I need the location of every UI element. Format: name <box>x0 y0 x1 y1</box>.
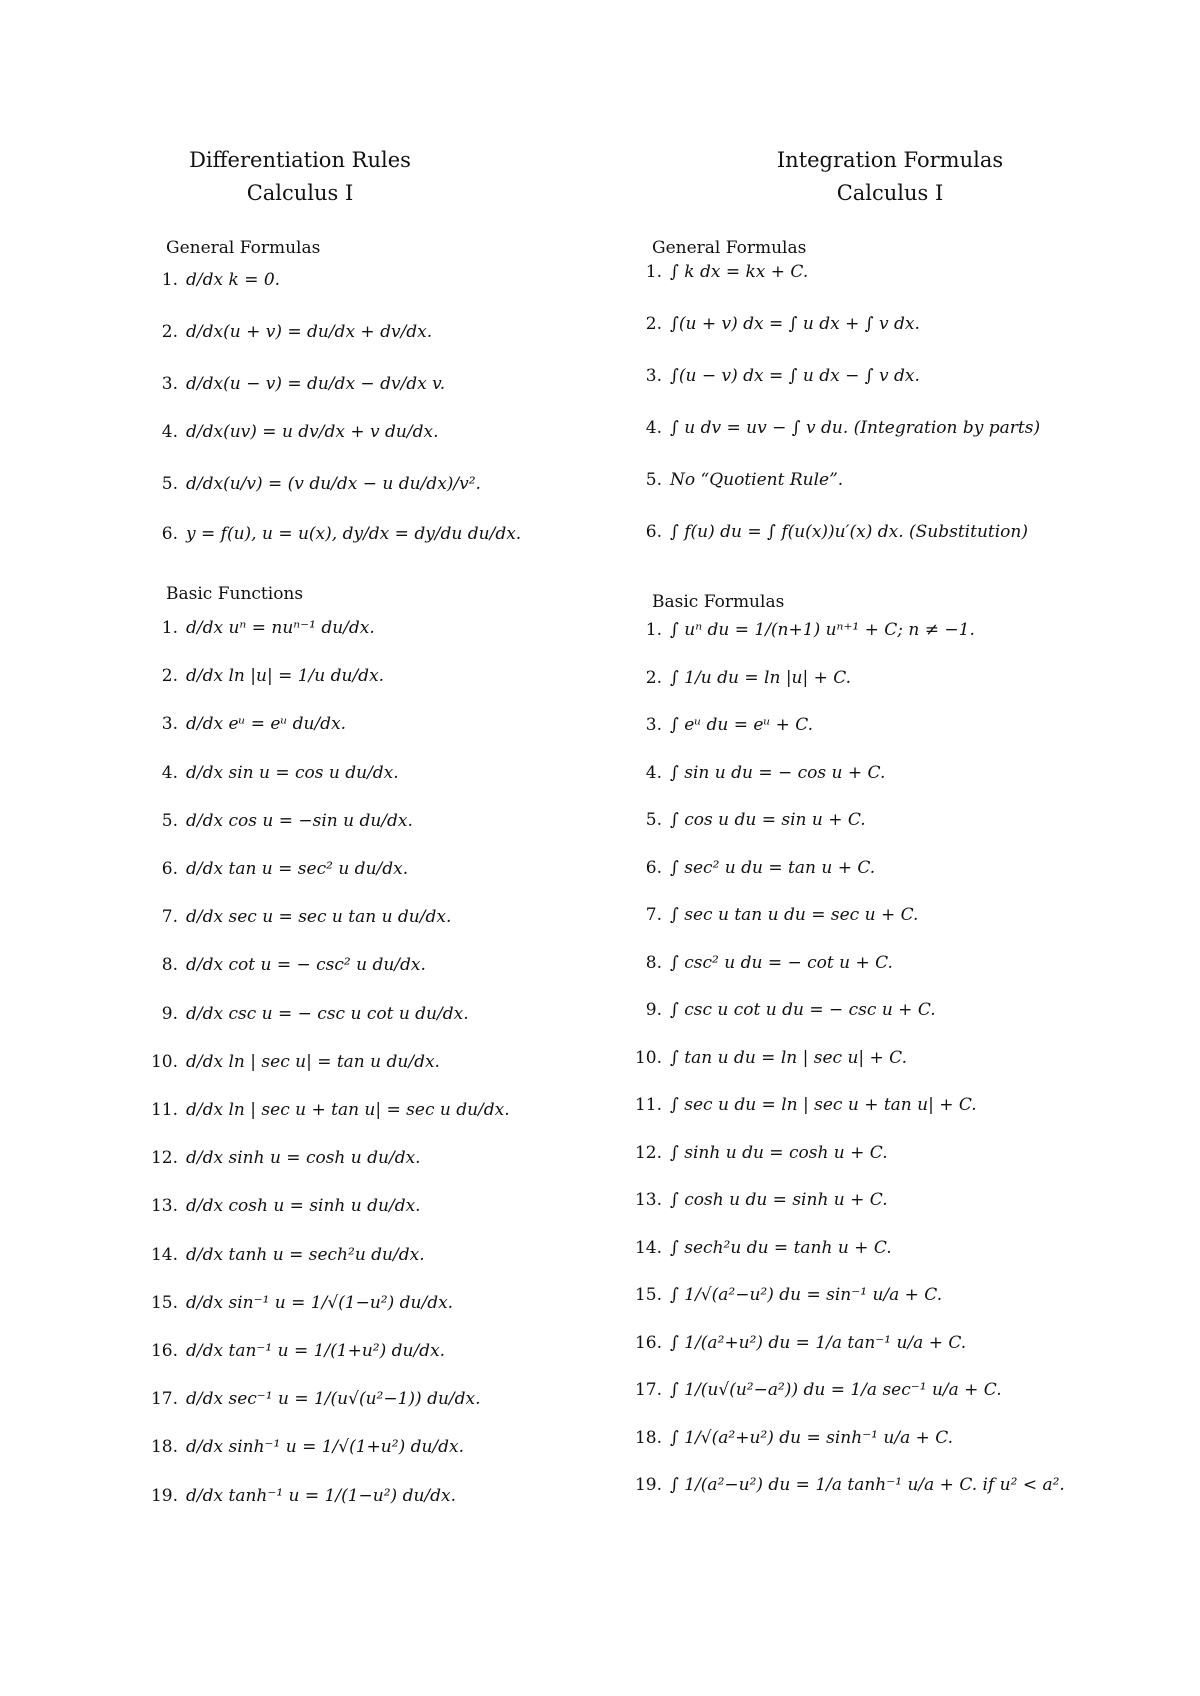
left-general-heading: General Formulas <box>166 238 321 258</box>
formula-item <box>600 257 1200 287</box>
formula-text: ∫ sec u du = ln | sec u + tan u| + C. <box>670 1095 977 1115</box>
formula-item <box>600 663 1200 693</box>
formula-number: 6. <box>645 522 662 542</box>
formula-text: d/dx ln | sec u| = tan u du/dx. <box>186 1052 440 1072</box>
formula-text: d/dx(u + v) = du/dx + dv/dx. <box>186 322 433 342</box>
formula-number: 12. <box>634 1143 662 1163</box>
formula-text: ∫ f(u) du = ∫ f(u(x))u′(x) dx. (Substitution) <box>670 522 1028 542</box>
formula-number: 2. <box>645 314 662 334</box>
left-title: Differentiation Rules <box>189 148 411 172</box>
formula-item <box>0 1432 600 1462</box>
formula-number: 9. <box>645 1000 662 1020</box>
formula-number: 1. <box>645 620 662 640</box>
formula-number: 16. <box>634 1333 662 1353</box>
formula-item <box>0 902 600 932</box>
formula-text: d/dx ln |u| = 1/u du/dx. <box>186 666 385 686</box>
formula-item <box>0 265 600 295</box>
formula-item <box>0 709 600 739</box>
formula-item <box>0 417 600 447</box>
formula-number: 2. <box>161 666 178 686</box>
formula-number: 7. <box>161 907 178 927</box>
formula-text: ∫ sinh u du = cosh u + C. <box>670 1143 888 1163</box>
formula-item <box>0 999 600 1029</box>
formula-number: 3. <box>645 715 662 735</box>
formula-text: ∫ csc² u du = − cot u + C. <box>670 953 893 973</box>
formula-number: 14. <box>150 1245 178 1265</box>
right-subtitle: Calculus I <box>836 181 944 205</box>
left-basic-heading: Basic Functions <box>166 584 304 604</box>
formula-number: 5. <box>645 810 662 830</box>
formula-item <box>0 1047 600 1077</box>
formula-number: 2. <box>161 322 178 342</box>
formula-item <box>600 1280 1200 1310</box>
formula-item <box>0 613 600 643</box>
formula-item <box>600 995 1200 1025</box>
formula-item <box>600 758 1200 788</box>
formula-number: 6. <box>645 858 662 878</box>
formula-number: 4. <box>161 763 178 783</box>
formula-number: 17. <box>634 1380 662 1400</box>
formula-text: d/dx csc u = − csc u cot u du/dx. <box>186 1004 469 1024</box>
formula-item <box>0 1481 600 1511</box>
formula-item <box>0 1384 600 1414</box>
right-basic-heading: Basic Formulas <box>652 592 785 612</box>
formula-item <box>600 615 1200 645</box>
formula-item <box>600 853 1200 883</box>
formula-number: 12. <box>150 1148 178 1168</box>
formula-number: 18. <box>150 1437 178 1457</box>
formula-text: ∫ sech²u du = tanh u + C. <box>670 1238 892 1258</box>
formula-number: 3. <box>161 374 178 394</box>
formula-number: 16. <box>150 1341 178 1361</box>
formula-item <box>0 1143 600 1173</box>
formula-item <box>600 710 1200 740</box>
formula-text: d/dx k = 0. <box>186 270 281 290</box>
formula-text: d/dx uⁿ = nuⁿ⁻¹ du/dx. <box>186 618 375 638</box>
formula-text: d/dx tanh⁻¹ u = 1/(1−u²) du/dx. <box>186 1486 457 1506</box>
formula-number: 11. <box>634 1095 662 1115</box>
formula-text: ∫ sec u tan u du = sec u + C. <box>670 905 919 925</box>
formula-number: 3. <box>645 366 662 386</box>
formula-item <box>600 1185 1200 1215</box>
formula-number: 3. <box>161 714 178 734</box>
formula-number: 6. <box>161 859 178 879</box>
formula-item <box>0 1240 600 1270</box>
formula-text: d/dx(u − v) = du/dx − dv/dx v. <box>186 374 446 394</box>
formula-text: ∫ csc u cot u du = − csc u + C. <box>670 1000 936 1020</box>
formula-number: 19. <box>634 1475 662 1495</box>
formula-text: ∫ sin u du = − cos u + C. <box>670 763 886 783</box>
formula-text: ∫(u − v) dx = ∫ u dx − ∫ v dx. <box>670 366 920 386</box>
formula-item <box>600 1138 1200 1168</box>
right-title: Integration Formulas <box>776 148 1004 172</box>
formula-item <box>600 465 1200 495</box>
formula-number: 5. <box>161 811 178 831</box>
formula-text: ∫ 1/(a²+u²) du = 1/a tan⁻¹ u/a + C. <box>670 1333 967 1353</box>
formula-item <box>0 661 600 691</box>
formula-number: 14. <box>634 1238 662 1258</box>
formula-item <box>600 1043 1200 1073</box>
formula-text: d/dx ln | sec u + tan u| = sec u du/dx. <box>186 1100 510 1120</box>
formula-number: 4. <box>645 763 662 783</box>
formula-text: ∫ 1/(u√(u²−a²)) du = 1/a sec⁻¹ u/a + C. <box>670 1380 1002 1400</box>
right-general-heading: General Formulas <box>652 238 807 258</box>
formula-text: d/dx sin u = cos u du/dx. <box>186 763 399 783</box>
formula-text: ∫ 1/√(a²−u²) du = sin⁻¹ u/a + C. <box>670 1285 943 1305</box>
formula-text: d/dx cosh u = sinh u du/dx. <box>186 1196 421 1216</box>
formula-item <box>600 1328 1200 1358</box>
formula-number: 8. <box>645 953 662 973</box>
formula-text: d/dx cot u = − csc² u du/dx. <box>186 955 426 975</box>
formula-text: d/dx tanh u = sech²u du/dx. <box>186 1245 425 1265</box>
formula-text: ∫ 1/√(a²+u²) du = sinh⁻¹ u/a + C. <box>670 1428 954 1448</box>
formula-item <box>600 1090 1200 1120</box>
formula-item <box>0 806 600 836</box>
formula-text: ∫(u + v) dx = ∫ u dx + ∫ v dx. <box>670 314 920 334</box>
formula-text: ∫ u dv = uv − ∫ v du. (Integration by parts) <box>670 418 1041 438</box>
formula-text: ∫ uⁿ du = 1/(n+1) uⁿ⁺¹ + C; n ≠ −1. <box>670 620 975 640</box>
formula-item <box>0 519 600 549</box>
formula-item <box>600 309 1200 339</box>
formula-text: d/dx sinh⁻¹ u = 1/√(1+u²) du/dx. <box>186 1437 465 1457</box>
formula-number: 9. <box>161 1004 178 1024</box>
formula-text: d/dx sec u = sec u tan u du/dx. <box>186 907 452 927</box>
formula-number: 19. <box>150 1486 178 1506</box>
formula-item <box>0 317 600 347</box>
formula-item <box>600 1423 1200 1453</box>
formula-number: 1. <box>161 270 178 290</box>
formula-text: d/dx(uv) = u dv/dx + v du/dx. <box>186 422 439 442</box>
formula-item <box>0 469 600 499</box>
formula-number: 1. <box>161 618 178 638</box>
formula-text: ∫ cos u du = sin u + C. <box>670 810 866 830</box>
formula-number: 5. <box>645 470 662 490</box>
left-subtitle: Calculus I <box>246 181 354 205</box>
formula-text: y = f(u), u = u(x), dy/dx = dy/du du/dx. <box>186 524 522 544</box>
formula-item <box>0 1336 600 1366</box>
formula-number: 5. <box>161 474 178 494</box>
formula-text: d/dx(u/v) = (v du/dx − u du/dx)/v². <box>186 474 481 494</box>
formula-number: 4. <box>161 422 178 442</box>
formula-text: d/dx sin⁻¹ u = 1/√(1−u²) du/dx. <box>186 1293 454 1313</box>
formula-item <box>0 950 600 980</box>
formula-item <box>600 413 1200 443</box>
formula-number: 18. <box>634 1428 662 1448</box>
formula-text: d/dx tan u = sec² u du/dx. <box>186 859 409 879</box>
formula-item <box>600 517 1200 547</box>
formula-item <box>0 369 600 399</box>
formula-text: d/dx sec⁻¹ u = 1/(u√(u²−1)) du/dx. <box>186 1389 481 1409</box>
formula-item <box>0 758 600 788</box>
formula-item <box>600 948 1200 978</box>
formula-number: 1. <box>645 262 662 282</box>
formula-text: No “Quotient Rule”. <box>670 470 844 490</box>
formula-text: ∫ sec² u du = tan u + C. <box>670 858 876 878</box>
formula-item <box>600 1375 1200 1405</box>
formula-text: d/dx cos u = −sin u du/dx. <box>186 811 413 831</box>
formula-number: 4. <box>645 418 662 438</box>
formula-item <box>600 361 1200 391</box>
formula-item <box>600 1470 1200 1500</box>
formula-text: ∫ 1/u du = ln |u| + C. <box>670 668 852 688</box>
formula-number: 15. <box>634 1285 662 1305</box>
formula-text: ∫ tan u du = ln | sec u| + C. <box>670 1048 907 1068</box>
formula-item <box>600 805 1200 835</box>
formula-number: 15. <box>150 1293 178 1313</box>
formula-item <box>600 900 1200 930</box>
formula-number: 10. <box>150 1052 178 1072</box>
formula-number: 6. <box>161 524 178 544</box>
formula-text: d/dx tan⁻¹ u = 1/(1+u²) du/dx. <box>186 1341 446 1361</box>
formula-item <box>0 854 600 884</box>
formula-number: 7. <box>645 905 662 925</box>
formula-text: ∫ k dx = kx + C. <box>670 262 809 282</box>
formula-item <box>0 1288 600 1318</box>
formula-number: 13. <box>150 1196 178 1216</box>
formula-number: 10. <box>634 1048 662 1068</box>
formula-item <box>600 1233 1200 1263</box>
formula-item <box>0 1095 600 1125</box>
formula-item <box>0 1191 600 1221</box>
formula-number: 8. <box>161 955 178 975</box>
formula-text: d/dx sinh u = cosh u du/dx. <box>186 1148 421 1168</box>
formula-text: ∫ 1/(a²−u²) du = 1/a tanh⁻¹ u/a + C. if u² < a². <box>670 1475 1065 1495</box>
formula-number: 11. <box>150 1100 178 1120</box>
formula-text: ∫ eᵘ du = eᵘ + C. <box>670 715 814 735</box>
formula-number: 2. <box>645 668 662 688</box>
formula-text: ∫ cosh u du = sinh u + C. <box>670 1190 888 1210</box>
formula-number: 13. <box>634 1190 662 1210</box>
formula-text: d/dx eᵘ = eᵘ du/dx. <box>186 714 347 734</box>
formula-number: 17. <box>150 1389 178 1409</box>
